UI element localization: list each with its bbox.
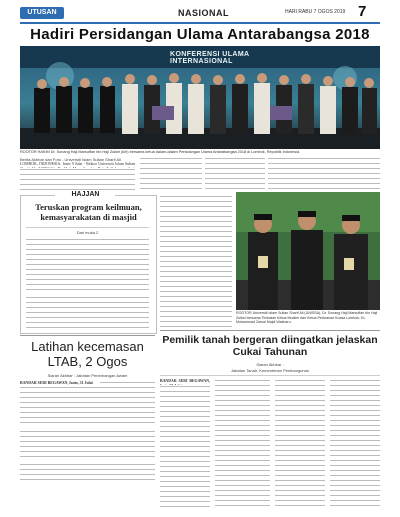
side-photo (236, 192, 380, 310)
box-title: Teruskan program keilmuan, kemasyarakatan di masjid (35, 202, 142, 222)
pemilik-byline-source: Jabatan Tanah, Kementerian Pembangunan (230, 368, 310, 373)
latihan-lead: BANDAR SERI BEGAWAN, Isnin, 31 Julai (20, 381, 100, 386)
latihan-text-block (20, 430, 155, 460)
section-name: NASIONAL (178, 8, 229, 18)
box-subtitle: Dari muka 2 (76, 230, 99, 235)
page-number: 7 (358, 3, 367, 20)
box-divider (26, 227, 149, 228)
dateline: HARI RABU 7 OGOS 2019 (285, 9, 346, 15)
latihan-headline: Latihan kecemasan LTAB, 2 Ogos (31, 339, 144, 369)
side-photo-graphic (236, 192, 380, 310)
pemilik-text-block (330, 379, 380, 510)
article-top-rule (20, 335, 155, 336)
pemilik-text-block (160, 385, 210, 510)
latihan-byline: Siaran Akhbar : Jabatan Penerbangan Awam (47, 373, 128, 378)
article-byline: Berita Akhbar dan Foto - Universiti Islam Sultan Sharif Ali (20, 157, 121, 162)
main-headline: Hadiri Persidangan Ulama Antarabangsa 2018 (30, 26, 370, 43)
article-text-block (205, 157, 265, 192)
article-text-block (20, 168, 135, 193)
article-top-rule (160, 330, 380, 331)
pemilik-byline: Siaran Akhbar : (256, 362, 284, 367)
box-text-block (26, 296, 149, 330)
latihan-text-block (20, 463, 155, 483)
latihan-text-block (20, 381, 155, 426)
box-label: HAJJAN (71, 191, 100, 198)
side-photo-caption: ROOTOR Universiti Islam Sultan Sharif Ali (UNISSA), Dr. Sonang Haji Marsuffan bin Haji Zulkel bersama Timbalan Ketua Mualim dan Ketua Pertuanan Kuasa Lombok, KL Mohammad Zainal Majdi Wakharu. (236, 311, 378, 325)
pemilik-text-block (215, 379, 270, 510)
article-text-block (140, 157, 202, 192)
pemilik-lead: BANDAR SERI BEGAWAN, (160, 379, 210, 383)
pemilik-text-block (275, 379, 325, 510)
pemilik-headline: Pemilik tanah bergeran diingatkan jelaskan Cukai Tahunan (162, 334, 378, 358)
masthead-logo-text: UTUSAN (27, 9, 57, 16)
header-rule (20, 22, 380, 24)
main-photo-caption: ROOTOR HAKIM Dr. Sonang Haji Marsuffan bin Haji Zulkel (kiri) bersama ketua dalam-dalam Persidangan Ulama Antarabangsa 2018 di Lombok, Republik Indonesia. (20, 150, 301, 154)
article-text-block (160, 195, 232, 327)
main-photo (20, 46, 380, 149)
photo-banner-text: KONFERENSI ULAMA INTERNASIONAL (170, 51, 250, 65)
box-text-block (26, 238, 149, 293)
article-lead: LOMBOK, INDONESIA, Isnin 9 Julai - Rektor Universiti Islam Sultan (20, 162, 135, 166)
article-text-block (268, 157, 380, 189)
pemilik-divider (160, 375, 380, 376)
